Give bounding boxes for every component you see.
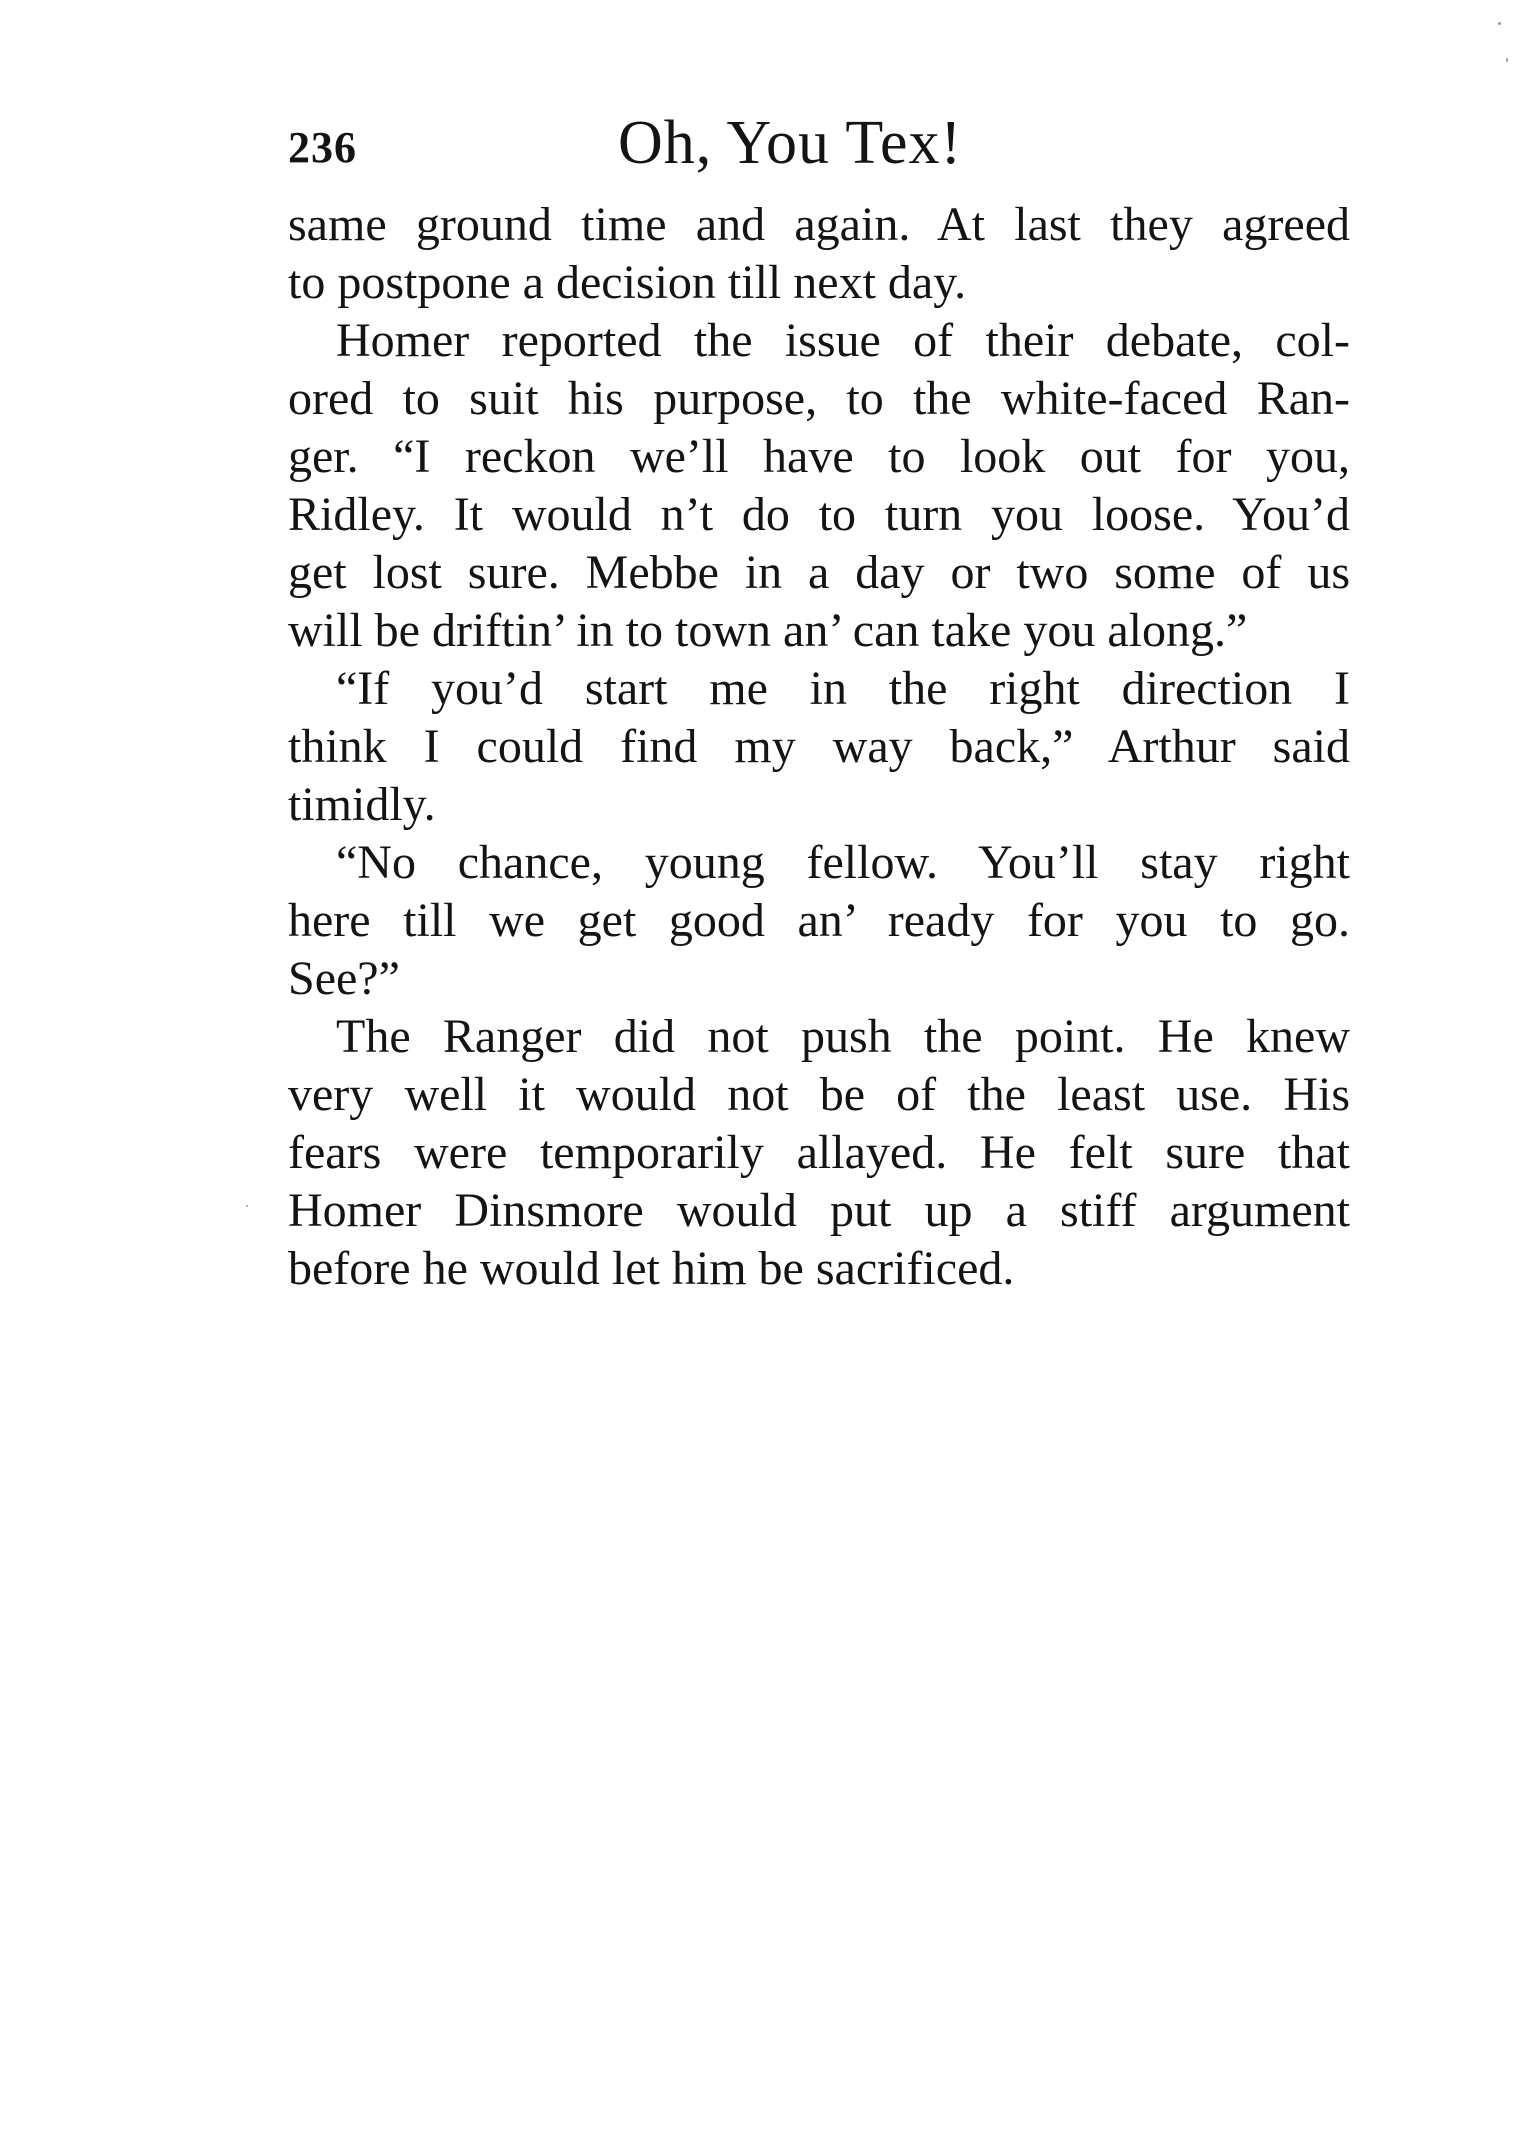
text-line: “If you’d start me in the right direction I — [336, 662, 1350, 715]
scan-speck — [1498, 22, 1501, 25]
text-line: The Ranger did not push the point. He knew — [336, 1010, 1350, 1063]
text-line: will be driftin’ in to town an’ can take you along.” — [288, 604, 1248, 657]
text-line: to postpone a decision till next day. — [288, 256, 967, 309]
scan-speck — [1506, 58, 1508, 62]
paragraph — [288, 1008, 1350, 1298]
text-line: same ground time and again. At last they agreed — [288, 198, 1350, 251]
paragraph — [288, 196, 1350, 312]
text-line: get lost sure. Mebbe in a day or two some of us — [288, 546, 1350, 599]
text-line: here till we get good an’ ready for you to go. — [288, 894, 1350, 947]
paragraph — [288, 834, 1350, 1008]
text-line: very well it would not be of the least use. His — [288, 1068, 1350, 1121]
text-line: ored to suit his purpose, to the white-faced Ran- — [288, 372, 1350, 425]
text-line: Homer reported the issue of their debate, col- — [336, 314, 1350, 367]
paragraph — [288, 660, 1350, 834]
page-number: 236 — [288, 123, 357, 172]
text-line: think I could find my way back,” Arthur said — [288, 720, 1350, 773]
text-line: fears were temporarily allayed. He felt sure that — [288, 1126, 1350, 1179]
text-line: “No chance, young fellow. You’ll stay right — [336, 836, 1350, 889]
text-line: Homer Dinsmore would put up a stiff argument — [288, 1184, 1350, 1237]
text-line: before he would let him be sacrificed. — [288, 1242, 1015, 1295]
text-line: Ridley. It would n’t do to turn you loose. You’d — [288, 488, 1350, 541]
paragraph — [288, 312, 1350, 660]
running-title: Oh, You Tex! — [618, 109, 963, 177]
scan-speck — [246, 1205, 248, 1207]
text-line: See?” — [288, 952, 400, 1005]
text-line: ger. “I reckon we’ll have to look out for you, — [288, 430, 1350, 483]
text-line: timidly. — [288, 778, 436, 831]
body-text — [288, 196, 1350, 1298]
page-header — [288, 108, 1350, 188]
